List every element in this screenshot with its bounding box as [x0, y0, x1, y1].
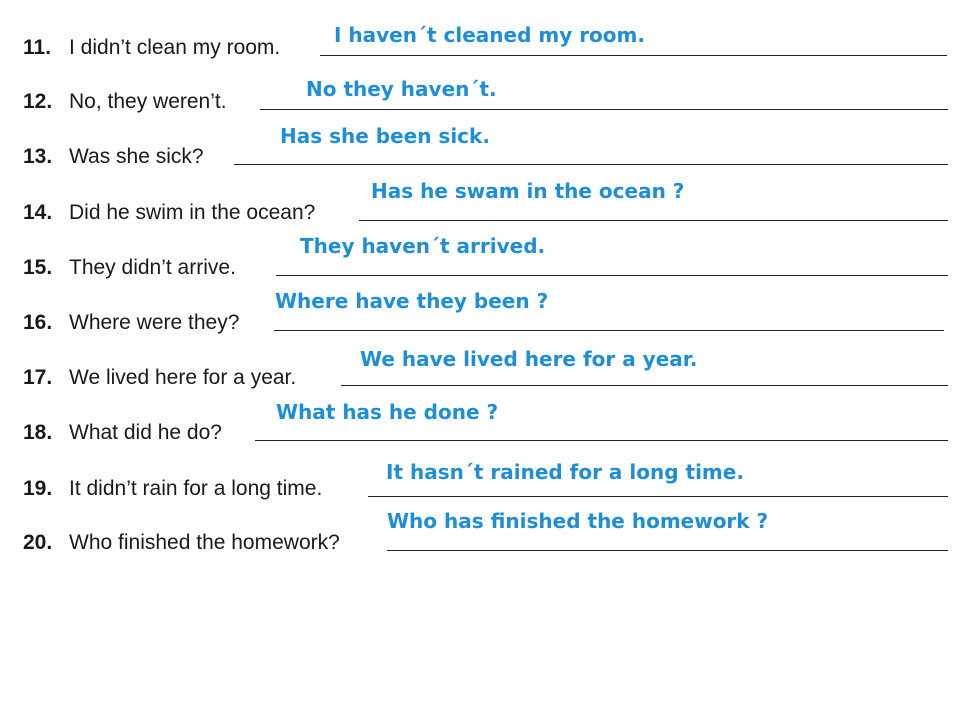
exercise-prompt: No, they weren’t.: [69, 90, 227, 113]
exercise-row-14: [0, 179, 980, 227]
handwritten-answer: I haven´t cleaned my room.: [334, 23, 645, 47]
exercise-row-19: [0, 460, 980, 503]
answer-line: [255, 440, 948, 441]
handwritten-answer: Who has finished the homework ?: [387, 509, 769, 533]
exercise-row-18: [0, 400, 980, 447]
answer-line: [276, 275, 948, 276]
handwritten-answer: We have lived here for a year.: [360, 347, 698, 371]
exercise-number: 19.: [23, 477, 53, 500]
answer-line: [368, 496, 948, 497]
exercise-number: 13.: [23, 145, 53, 168]
handwritten-answer: Has he swam in the ocean ?: [371, 179, 685, 203]
exercise-prompt: What did he do?: [69, 421, 222, 444]
exercise-number: 17.: [23, 366, 53, 389]
answer-line: [320, 55, 947, 56]
exercise-prompt: It didn’t rain for a long time.: [69, 477, 323, 500]
answer-line: [359, 220, 948, 221]
exercise-number: 11.: [23, 36, 52, 59]
exercise-number: 18.: [23, 421, 53, 444]
answer-line: [234, 164, 948, 165]
answer-line: [341, 385, 948, 386]
exercise-row-12: [0, 76, 980, 116]
exercise-prompt: They didn’t arrive.: [69, 256, 236, 279]
handwritten-answer: Where have they been ?: [275, 289, 549, 313]
handwritten-answer: Has she been sick.: [280, 124, 490, 148]
exercise-row-11: [0, 22, 980, 62]
exercise-row-13: [0, 124, 980, 171]
exercise-number: 20.: [23, 531, 53, 554]
exercise-prompt: I didn’t clean my room.: [69, 36, 281, 59]
exercise-prompt: Who finished the homework?: [69, 531, 340, 554]
exercise-prompt: Was she sick?: [69, 145, 204, 168]
answer-line: [274, 330, 944, 331]
handwritten-answer: No they haven´t.: [306, 77, 497, 101]
answer-line: [387, 550, 948, 551]
exercise-number: 16.: [23, 311, 53, 334]
answer-line: [260, 109, 948, 110]
exercise-prompt: We lived here for a year.: [69, 366, 297, 389]
handwritten-answer: They haven´t arrived.: [300, 234, 546, 258]
exercise-row-16: [0, 289, 980, 337]
exercise-row-20: [0, 509, 980, 557]
exercise-number: 15.: [23, 256, 53, 279]
handwritten-answer: It hasn´t rained for a long time.: [386, 460, 744, 484]
exercise-row-15: [0, 234, 980, 282]
exercise-prompt: Where were they?: [69, 311, 240, 334]
exercise-prompt: Did he swim in the ocean?: [69, 201, 316, 224]
handwritten-answer: What has he done ?: [276, 400, 499, 424]
exercise-number: 12.: [23, 90, 53, 113]
exercise-number: 14.: [23, 201, 53, 224]
exercise-row-17: [0, 347, 980, 392]
